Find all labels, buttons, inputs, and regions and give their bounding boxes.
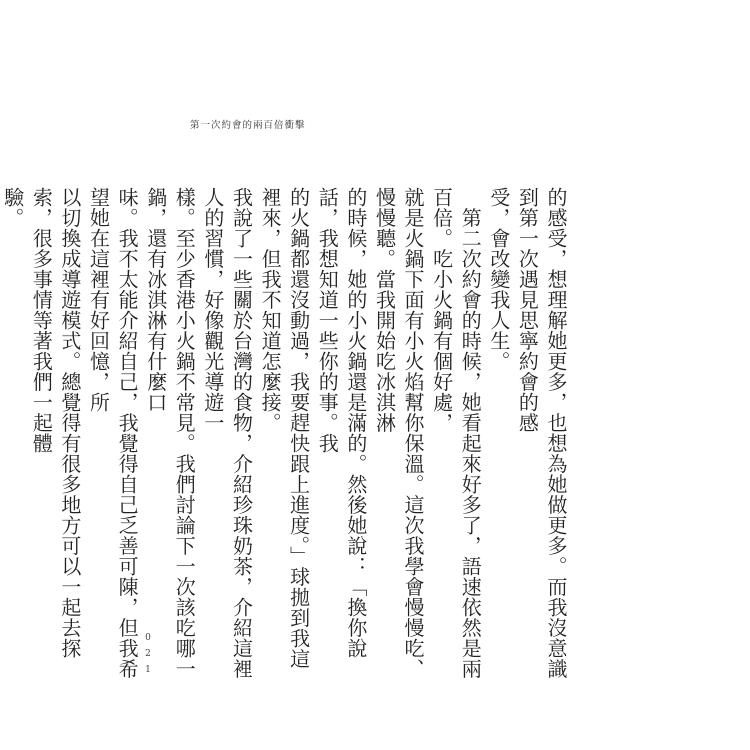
running-head: 第一次約會的兩百倍衝擊 [190,120,306,131]
text-column-2: 受，會改變我人生。 [486,187,511,372]
page-number: 021 [143,633,153,681]
text-column-7: 我說了一些關於台灣的食物，介紹珍珠奶茶，介紹這裡人的習慣，好像觀光導遊一 [200,187,254,679]
text-column-6: 的火鍋都還沒動過，我要趕快跟上進度。」球拋到我這裡來，但我不知道怎麼接。 [258,187,311,669]
text-column-5: 的時候，她的小火鍋還是滿的。然後她說：「換你說話，我想知道一些你的事。我 [315,187,368,659]
text-column-1: 的感受，想理解她更多，也想為她做更多。而我沒意識到第一次遇見思寧約會的感 [515,187,568,679]
text-column-11: 驗。 [0,187,25,228]
body-text [0,187,570,687]
text-column-10: 以切換成導遊模式。總覺得有很多地方可以一起去探索，很多事情等著我們一起體 [29,187,82,659]
text-column-3: 第二次約會的時候，她看起來好多了，語速依然是兩百倍。吃小火鍋有個好處， [429,187,483,679]
text-column-8: 樣。至少香港小火鍋不常見。我們討論下一次該吃哪一鍋，還有冰淇淋有什麼口 [143,187,197,679]
text-column-4: 就是火鍋下面有小火焰幫你保溫。這次我學會慢慢吃、慢慢聽。當我開始吃冰淇淋 [372,187,426,679]
text-column-9: 味。我不太能介紹自己，我覺得自己乏善可陳，但我希望她在這裡有好回憶，所 [86,187,140,679]
